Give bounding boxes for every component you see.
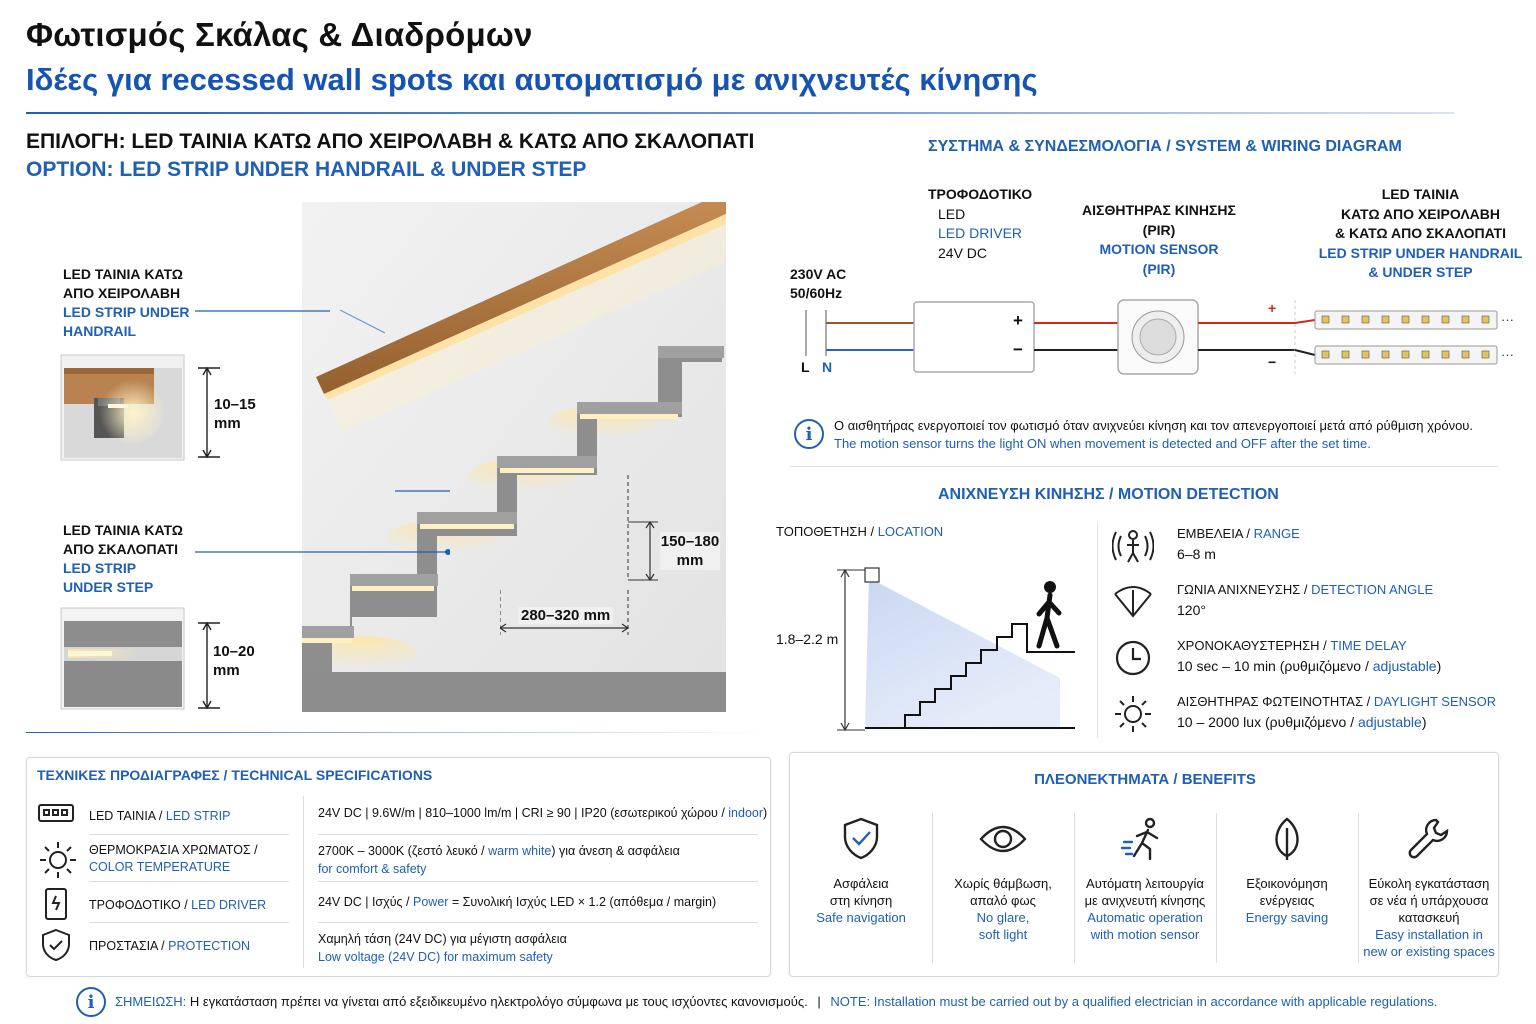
output-minus: − (1268, 354, 1277, 370)
line-label-L: L (801, 359, 810, 375)
spec-row-divider (89, 922, 289, 923)
driver-voltage: 24V DC (938, 244, 988, 261)
driver-label-gr-2: LED (938, 205, 966, 222)
spec-value-text: Χαμηλή τάση (24V DC) για μέγιστη ασφάλεια (318, 932, 567, 946)
step-label-en-1: LED STRIP (63, 560, 137, 576)
note-separator: | (817, 994, 821, 1009)
benefit-divider (932, 813, 933, 963)
wiring-info (834, 417, 1473, 453)
spec-label-en: LED STRIP (165, 809, 231, 823)
detection-item-label-en: DAYLIGHT SENSOR (1373, 694, 1497, 709)
location-label (776, 524, 943, 539)
benefit-text-en-1: Easy installation in (1375, 927, 1483, 942)
step-label-gr-2: ΑΠΟ ΣΚΑΛΟΠΑΤΙ (63, 541, 178, 557)
benefit-text-gr-1: Εξοικονόμηση (1246, 876, 1328, 891)
step-detail-inset (60, 607, 186, 711)
wiring-diagram (790, 290, 1530, 385)
benefit-text (1216, 875, 1358, 926)
spec-value-end: = Συνολική Ισχύς LED × 1.2 (απόθεμα / margin) (448, 895, 717, 909)
benefit-text-en-1: Safe navigation (816, 910, 906, 925)
sensor-label-gr-2: (PIR) (1142, 221, 1176, 238)
benefit-item (1216, 813, 1358, 926)
benefit-text-en-1: Energy saving (1245, 910, 1329, 925)
detection-item-close: ) (1436, 658, 1442, 674)
specs-title: ΤΕΧΝΙΚΕΣ ΠΡΟΔΙΑΓΡΑΦΕΣ / TECHNICAL SPECIFICATIONS (37, 767, 433, 783)
detection-item-value-gr: 6–8 m (1177, 546, 1216, 562)
handrail-label-en-1: LED STRIP UNDER (63, 304, 190, 320)
spec-row (27, 840, 767, 884)
spec-value-text: 24V DC | Ισχύς / (318, 895, 413, 909)
strip-label (1318, 185, 1523, 283)
svg-text:···: ··· (1501, 347, 1514, 362)
benefit-item (932, 813, 1074, 943)
wiring-info-gr: Ο αισθητήρας ενεργοποιεί τον φωτισμό όταν ανιχνεύει κίνηση και τον απενεργοποιεί μετά από ρύθμιση χρόνου. (834, 418, 1474, 433)
spec-value-end: ) (763, 806, 768, 820)
step-dim-2: mm (213, 662, 240, 679)
handrail-label (63, 265, 190, 341)
detection-item-label (1177, 694, 1496, 709)
spec-value (318, 804, 768, 822)
step-dim-text (213, 642, 255, 680)
led-strip-icon (37, 798, 75, 833)
benefit-item (1074, 813, 1216, 943)
note-gr-prefix: ΣΗΜΕΙΩΣΗ: (115, 994, 187, 1009)
mount-height: 1.8–2.2 m (776, 631, 839, 647)
spec-value (318, 930, 768, 966)
detection-item (1112, 632, 1512, 684)
benefit-text-gr-2: στη κίνηση (829, 893, 893, 908)
angle-icon (1112, 582, 1154, 627)
note-en-text: Installation must be carried out by a qualified electrician in accordance with applicable regulations. (870, 994, 1438, 1009)
strip-label-gr-2: ΚΑΤΩ ΑΠΟ ΧΕΙΡΟΛΑΒΗ (1340, 205, 1501, 222)
tread-dim-text: 280–320 mm (518, 607, 613, 624)
wrench-icon (1358, 813, 1500, 865)
sensor-label-en-2: (PIR) (1142, 260, 1176, 277)
benefit-text-gr-1: Ασφάλεια (833, 876, 889, 891)
handrail-dim-2: mm (214, 415, 241, 432)
detection-item-close: ) (1421, 714, 1427, 730)
spec-row-divider (318, 881, 758, 882)
svg-text:···: ··· (1501, 312, 1514, 327)
detection-item (1112, 576, 1512, 628)
handrail-dim-1: 10–15 (214, 396, 256, 413)
note-gr-text: Η εγκατάσταση πρέπει να γίνεται από εξειδικευμένο ηλεκτρολόγο σύμφωνα με τους ισχύοντες κανονισμούς. (186, 994, 808, 1009)
driver-icon (37, 887, 75, 926)
spec-row-divider (318, 834, 758, 835)
detection-item-value (1177, 658, 1441, 674)
benefits-title: ΠΛΕΟΝΕΚΤΗΜΑΤΑ / BENEFITS (1034, 771, 1256, 788)
location-label-gr: ΤΟΠΟΘΕΤΗΣΗ / (776, 524, 878, 539)
sun-icon (1112, 694, 1154, 739)
detection-item-value (1177, 602, 1206, 618)
strip-label-en-1: LED STRIP UNDER HANDRAIL (1318, 244, 1523, 261)
sensor-label-gr-1: ΑΙΣΘΗΤΗΡΑΣ ΚΙΝΗΣΗΣ (1082, 202, 1236, 218)
spec-label-line2: COLOR TEMPERATURE (89, 860, 231, 874)
spec-value (318, 893, 768, 911)
benefit-divider (1358, 813, 1359, 963)
spec-value-line2: Low voltage (24V DC) for maximum safety (318, 950, 553, 964)
detection-item-label (1177, 582, 1433, 597)
spec-label-gr: ΘΕΡΜΟΚΡΑΣΙΑ ΧΡΩΜΑΤΟΣ / (89, 843, 258, 857)
shield-check-icon (790, 813, 932, 865)
footer-note (115, 994, 1437, 1009)
sensor-label (1074, 201, 1244, 279)
specs-rows (27, 788, 772, 976)
driver-label (928, 185, 1032, 263)
benefit-item (1358, 813, 1500, 960)
spec-label-gr: ΠΡΟΣΤΑΣΙΑ / (89, 939, 169, 953)
leader-lines (190, 300, 450, 570)
spec-row-divider (89, 834, 289, 835)
step-label-gr-1: LED ΤΑΙΝΙΑ ΚΑΤΩ (63, 522, 183, 538)
spec-value-en: Power (413, 895, 449, 909)
detection-item-label-gr: ΕΜΒΕΛΕΙΑ / (1177, 526, 1254, 541)
step-label (63, 521, 183, 597)
detection-list (1112, 520, 1512, 740)
detection-item-label (1177, 526, 1300, 541)
benefit-text (932, 875, 1074, 943)
detection-item-label-gr: ΓΩΝΙΑ ΑΝΙΧΝΕΥΣΗΣ / (1177, 582, 1312, 597)
benefit-text-gr-2: με ανιχνευτή κίνησης (1084, 893, 1206, 908)
strip-label-en-2: & UNDER STEP (1368, 264, 1473, 280)
shield-icon (37, 928, 75, 967)
step-dim-1: 10–20 (213, 643, 255, 660)
title-divider (26, 112, 1454, 114)
benefit-divider (1074, 813, 1075, 963)
benefits-list (790, 813, 1500, 973)
handrail-detail-inset (60, 354, 186, 462)
info-icon: i (794, 419, 824, 449)
spec-label (89, 808, 230, 825)
detection-illustration (825, 560, 1085, 735)
wiring-divider (790, 466, 1498, 467)
spec-label-en: PROTECTION (168, 939, 251, 953)
mains-freq: 50/60Hz (790, 285, 843, 301)
benefit-text-en-2: with motion sensor (1090, 927, 1200, 942)
spec-value (318, 842, 768, 878)
step-label-en-2: UNDER STEP (63, 579, 154, 595)
benefit-text-gr-2: σε νέα ή υπάρχουσα (1369, 893, 1489, 908)
detection-item-label-gr: ΑΙΣΘΗΤΗΡΑΣ ΦΩΤΕΙΝΟΤΗΤΑΣ / (1177, 694, 1374, 709)
spec-label-en: LED DRIVER (191, 898, 267, 912)
strip-label-gr-3: & ΚΑΤΩ ΑΠΟ ΣΚΑΛΟΠΑΤΙ (1335, 225, 1506, 241)
detection-item-label-gr: ΧΡΟΝΟΚΑΘΥΣΤΕΡΗΣΗ / (1177, 638, 1331, 653)
detection-item (1112, 688, 1512, 740)
detection-vsep (1097, 522, 1098, 738)
benefit-text-en-1: Automatic operation (1087, 910, 1203, 925)
line-label-N: N (822, 359, 833, 375)
spec-value-en: warm white (488, 844, 552, 858)
detection-item-value-en: adjustable (1372, 658, 1437, 674)
benefit-text (790, 875, 932, 926)
detection-item-label-en: RANGE (1253, 526, 1300, 541)
sensor-label-en-1: MOTION SENSOR (1099, 241, 1219, 257)
page-subtitle: Ιδέες για recessed wall spots και αυτοματισμό με ανιχνευτές κίνησης (26, 62, 1038, 97)
detection-item-value-gr: 10 sec – 10 min (ρυθμιζόμενο / (1177, 658, 1373, 674)
benefit-text (1074, 875, 1216, 943)
spec-value-text: 24V DC | 9.6W/m | 810–1000 lm/m | CRI ≥ 90 | IP20 (εσωτερικού χώρου / (318, 806, 729, 820)
option-divider (26, 732, 770, 733)
clock-icon (1112, 638, 1154, 683)
option-title-en: OPTION: LED STRIP UNDER HANDRAIL & UNDER STEP (26, 158, 587, 181)
spec-value-en: indoor (728, 806, 764, 820)
benefit-text-gr-1: Χωρίς θάμβωση, (954, 876, 1052, 891)
note-en-prefix: NOTE: (830, 994, 871, 1009)
benefit-divider (1216, 813, 1217, 963)
spec-row-divider (318, 922, 758, 923)
sun-icon (37, 840, 79, 885)
location-label-en: LOCATION (877, 524, 944, 539)
benefit-text-en-2: new or existing spaces (1363, 944, 1495, 959)
spec-row (27, 928, 767, 972)
benefit-text-gr-2: απαλό φως (970, 893, 1036, 908)
benefit-text-gr-2: ενέργειας (1259, 893, 1315, 908)
spec-value-line2: for comfort & safety (318, 862, 427, 876)
spec-label (89, 842, 258, 876)
page-title: Φωτισμός Σκάλας & Διαδρόμων (26, 16, 533, 53)
detection-item (1112, 520, 1512, 572)
spec-value-text: 2700K – 3000K (ζεστό λευκό / (318, 844, 489, 858)
wiring-title: ΣΥΣΤΗΜΑ & ΣΥΝΔΕΣΜΟΛΟΓΙΑ / SYSTEM & WIRING DIAGRAM (928, 138, 1402, 155)
riser-dim-2: mm (676, 552, 704, 569)
leaf-icon (1216, 813, 1358, 865)
spec-label-gr: ΤΡΟΦΟΔΟΤΙΚΟ / (89, 898, 192, 912)
specs-panel (26, 757, 771, 977)
benefits-panel (789, 752, 1499, 977)
spec-label (89, 938, 250, 955)
driver-label-en: LED DRIVER (938, 225, 1023, 241)
driver-label-gr-1: ΤΡΟΦΟΔΟΤΙΚΟ (928, 186, 1033, 202)
handrail-label-gr-2: ΑΠΟ ΧΕΙΡΟΛΑΒΗ (63, 285, 181, 301)
detection-item-label-en: DETECTION ANGLE (1311, 582, 1434, 597)
detection-item-label-en: TIME DELAY (1330, 638, 1407, 653)
option-title-gr: ΕΠΙΛΟΓΗ: LED ΤΑΙΝΙΑ ΚΑΤΩ ΑΠΟ ΧΕΙΡΟΛΑΒΗ & ΚΑΤΩ ΑΠΟ ΣΚΑΛΟΠΑΤΙ (26, 130, 755, 153)
spec-row (27, 887, 767, 931)
detection-item-value-en: adjustable (1358, 714, 1422, 730)
detection-item-label (1177, 638, 1407, 653)
eye-icon (932, 813, 1074, 865)
benefit-text (1358, 875, 1500, 960)
output-plus: + (1268, 300, 1277, 316)
spec-row (27, 798, 767, 842)
running-icon (1074, 813, 1216, 865)
detection-item-value-gr: 120° (1177, 602, 1206, 618)
benefit-text-gr-1: Εύκολη εγκατάσταση (1368, 876, 1490, 891)
benefit-text-gr-1: Αυτόματη λειτουργία (1086, 876, 1204, 891)
detection-item-value (1177, 714, 1427, 730)
riser-dim-text (660, 532, 720, 570)
wiring-info-en: The motion sensor turns the light ON when movement is detected and OFF after the set time. (834, 436, 1371, 451)
handrail-label-gr-1: LED ΤΑΙΝΙΑ ΚΑΤΩ (63, 266, 183, 282)
spec-value-end: ) για άνεση & ασφάλεια (551, 844, 680, 858)
handrail-label-en-2: HANDRAIL (63, 323, 137, 339)
benefit-text-en-1: No glare, (976, 910, 1030, 925)
driver-minus: − (1013, 340, 1023, 359)
spec-label-gr: LED ΤΑΙΝΙΑ / (89, 809, 166, 823)
benefit-text-en-2: soft light (978, 927, 1028, 942)
benefit-item (790, 813, 932, 926)
detection-item-value-gr: 10 – 2000 lux (ρυθμιζόμενο / (1177, 714, 1358, 730)
detection-item-value (1177, 546, 1216, 562)
strip-label-gr-1: LED ΤΑΙΝΙΑ (1381, 186, 1460, 202)
riser-dim-1: 150–180 (660, 533, 720, 550)
spec-label (89, 897, 266, 914)
spec-row-divider (89, 881, 289, 882)
driver-plus: + (1013, 311, 1023, 330)
mains-voltage: 230V AC (790, 266, 847, 282)
note-info-icon: i (76, 987, 106, 1017)
detection-title: ΑΝΙΧΝΕΥΣΗ ΚΙΝΗΣΗΣ / MOTION DETECTION (938, 486, 1279, 503)
benefit-text-gr-3: κατασκευή (1398, 910, 1460, 925)
range-icon (1112, 526, 1154, 571)
